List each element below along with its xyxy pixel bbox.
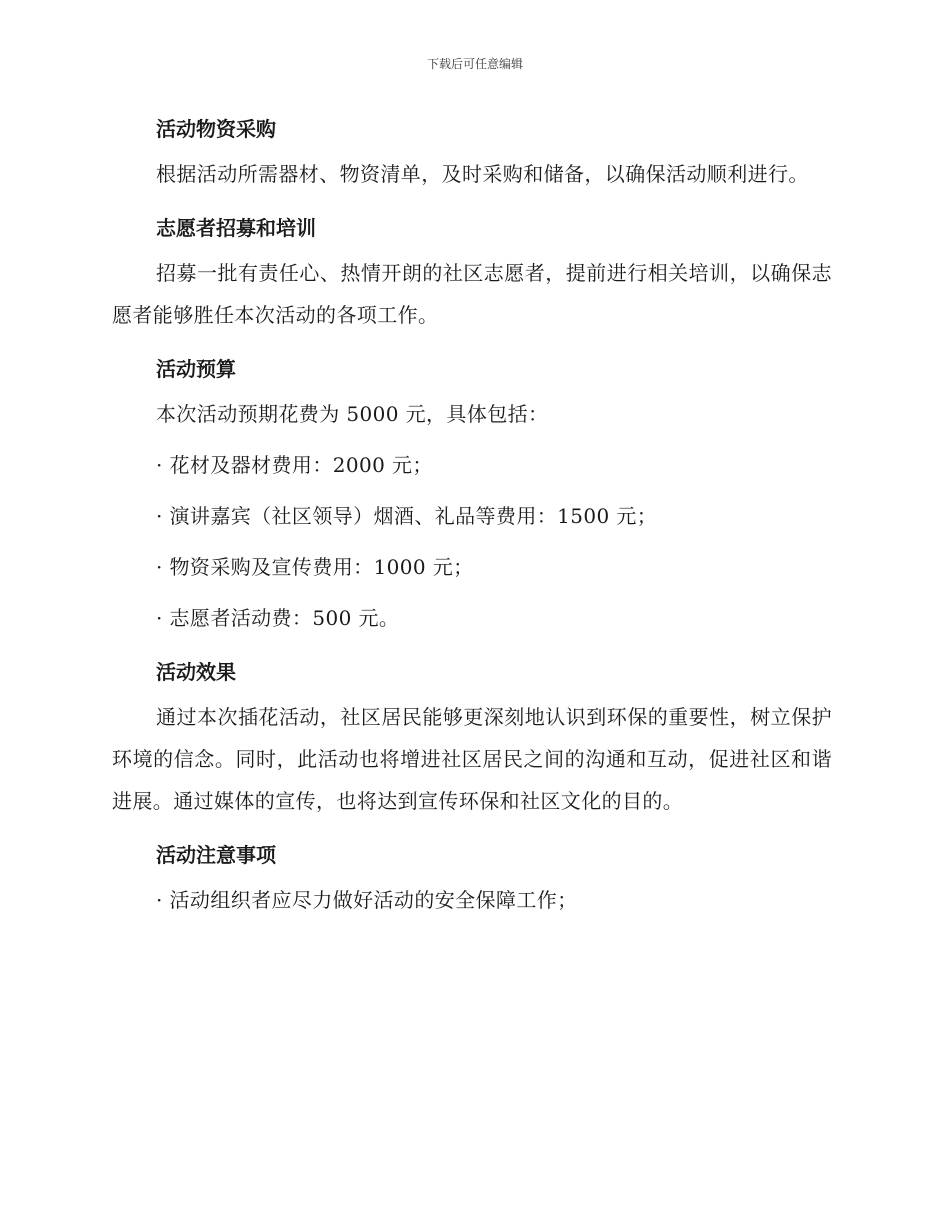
page-header: 下载后可任意编辑 xyxy=(426,57,523,71)
document-body xyxy=(112,108,832,921)
budget-item: · 演讲嘉宾（社区领导）烟酒、礼品等费用：1500 元； xyxy=(156,504,658,528)
budget-item: · 花材及器材费用：2000 元； xyxy=(156,453,433,477)
paragraph-volunteers: 招募一批有责任心、热情开朗的社区志愿者，提前进行相关培训，以确保志愿者能够胜任本次活动的各项工作。 xyxy=(112,261,832,327)
budget-item: · 志愿者活动费：500 元。 xyxy=(156,606,400,630)
paragraph-budget-intro: 本次活动预期花费为 5000 元，具体包括： xyxy=(156,402,549,426)
notes-item: · 活动组织者应尽力做好活动的安全保障工作； xyxy=(156,888,578,912)
paragraph-procurement: 根据活动所需器材、物资清单，及时采购和储备，以确保活动顺利进行。 xyxy=(156,162,809,186)
budget-item: · 物资采购及宣传费用：1000 元； xyxy=(156,555,474,579)
section-heading-budget: 活动预算 xyxy=(156,357,236,381)
section-heading-volunteers: 志愿者招募和培训 xyxy=(156,216,316,240)
section-heading-effect: 活动效果 xyxy=(156,660,236,684)
section-heading-procurement: 活动物资采购 xyxy=(156,117,276,141)
paragraph-effect: 通过本次插花活动，社区居民能够更深刻地认识到环保的重要性，树立保护环境的信念。同时，此活动也将增进社区居民之间的沟通和互动，促进社区和谐进展。通过媒体的宣传，也将达到宣传环保和社区文化的目的。 xyxy=(112,705,832,813)
section-heading-notes: 活动注意事项 xyxy=(156,843,276,867)
